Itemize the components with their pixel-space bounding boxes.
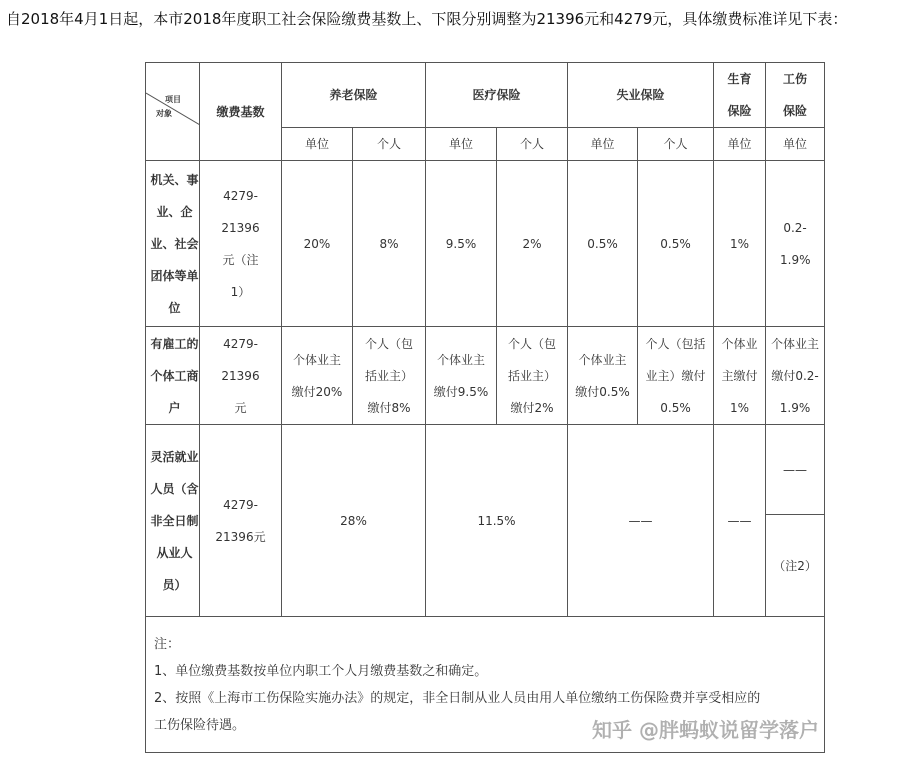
cell-pension-unit: 个体业主缴付20% bbox=[282, 327, 353, 425]
sub-medical-unit: 单位 bbox=[426, 128, 497, 161]
sub-injury-unit: 单位 bbox=[766, 128, 825, 161]
cell-medical-person: 2% bbox=[497, 161, 568, 327]
cell-unemployment: —— bbox=[568, 425, 714, 617]
header-injury: 工伤保险 bbox=[766, 63, 825, 128]
sub-unemp-person: 个人 bbox=[638, 128, 714, 161]
cell-injury: 0.2-1.9% bbox=[766, 161, 825, 327]
cell-maternity: —— bbox=[714, 425, 766, 617]
cell-medical: 11.5% bbox=[426, 425, 568, 617]
cell-injury-top: —— bbox=[766, 425, 825, 515]
header-pension: 养老保险 bbox=[282, 63, 426, 128]
corner-label-item: 项目 bbox=[165, 95, 181, 104]
sub-medical-person: 个人 bbox=[497, 128, 568, 161]
header-maternity: 生育保险 bbox=[714, 63, 766, 128]
cell-medical-person: 个人（包括业主）缴付2% bbox=[497, 327, 568, 425]
cell-injury: 个体业主缴付0.2-1.9% bbox=[766, 327, 825, 425]
sub-maternity-unit: 单位 bbox=[714, 128, 766, 161]
cell-pension: 28% bbox=[282, 425, 426, 617]
sub-pension-unit: 单位 bbox=[282, 128, 353, 161]
cell-base: 4279-21396元 bbox=[200, 327, 282, 425]
corner-label-object: 对象 bbox=[156, 109, 172, 118]
cell-unemp-unit: 个体业主缴付0.5% bbox=[568, 327, 638, 425]
header-base: 缴费基数 bbox=[200, 63, 282, 161]
cell-pension-person: 个人（包括业主）缴付8% bbox=[353, 327, 426, 425]
social-insurance-table bbox=[145, 62, 825, 753]
corner-header-cell bbox=[146, 63, 200, 161]
diagonal-line bbox=[146, 63, 200, 153]
cell-maternity: 1% bbox=[714, 161, 766, 327]
note-2-line-1: 2、按照《上海市工伤保险实施办法》的规定，非全日制从业人员由用人单位缴纳工伤保险费并享受相应的 bbox=[154, 690, 761, 706]
notes-title: 注： bbox=[154, 636, 181, 652]
cell-injury-bottom: （注2） bbox=[766, 515, 825, 617]
cell-unemp-person: 0.5% bbox=[638, 161, 714, 327]
cell-maternity: 个体业主缴付1% bbox=[714, 327, 766, 425]
zhihu-watermark: 知乎 @胖蚂蚁说留学落户 bbox=[592, 718, 819, 742]
row-label-individual-business: 有雇工的个体工商户 bbox=[146, 327, 200, 425]
header-unemployment: 失业保险 bbox=[568, 63, 714, 128]
sub-pension-person: 个人 bbox=[353, 128, 426, 161]
cell-medical-unit: 个体业主缴付9.5% bbox=[426, 327, 497, 425]
intro-text: 自2018年4月1日起，本市2018年度职工社会保险缴费基数上、下限分别调整为21396元和4279元，具体缴费标准详见下表： bbox=[6, 10, 848, 28]
note-2-line-2: 工伤保险待遇。 bbox=[154, 717, 246, 733]
cell-base: 4279-21396元 bbox=[200, 425, 282, 617]
cell-pension-person: 8% bbox=[353, 161, 426, 327]
cell-base: 4279-21396元（注1） bbox=[200, 161, 282, 327]
cell-unemp-unit: 0.5% bbox=[568, 161, 638, 327]
sub-unemp-unit: 单位 bbox=[568, 128, 638, 161]
note-1: 1、单位缴费基数按单位内职工个人月缴费基数之和确定。 bbox=[154, 663, 488, 679]
cell-medical-unit: 9.5% bbox=[426, 161, 497, 327]
row-label-institutions: 机关、事业、企业、社会团体等单位 bbox=[146, 161, 200, 327]
header-medical: 医疗保险 bbox=[426, 63, 568, 128]
cell-pension-unit: 20% bbox=[282, 161, 353, 327]
cell-unemp-person: 个人（包括业主）缴付0.5% bbox=[638, 327, 714, 425]
row-label-flexible: 灵活就业人员（含非全日制从业人员） bbox=[146, 425, 200, 617]
